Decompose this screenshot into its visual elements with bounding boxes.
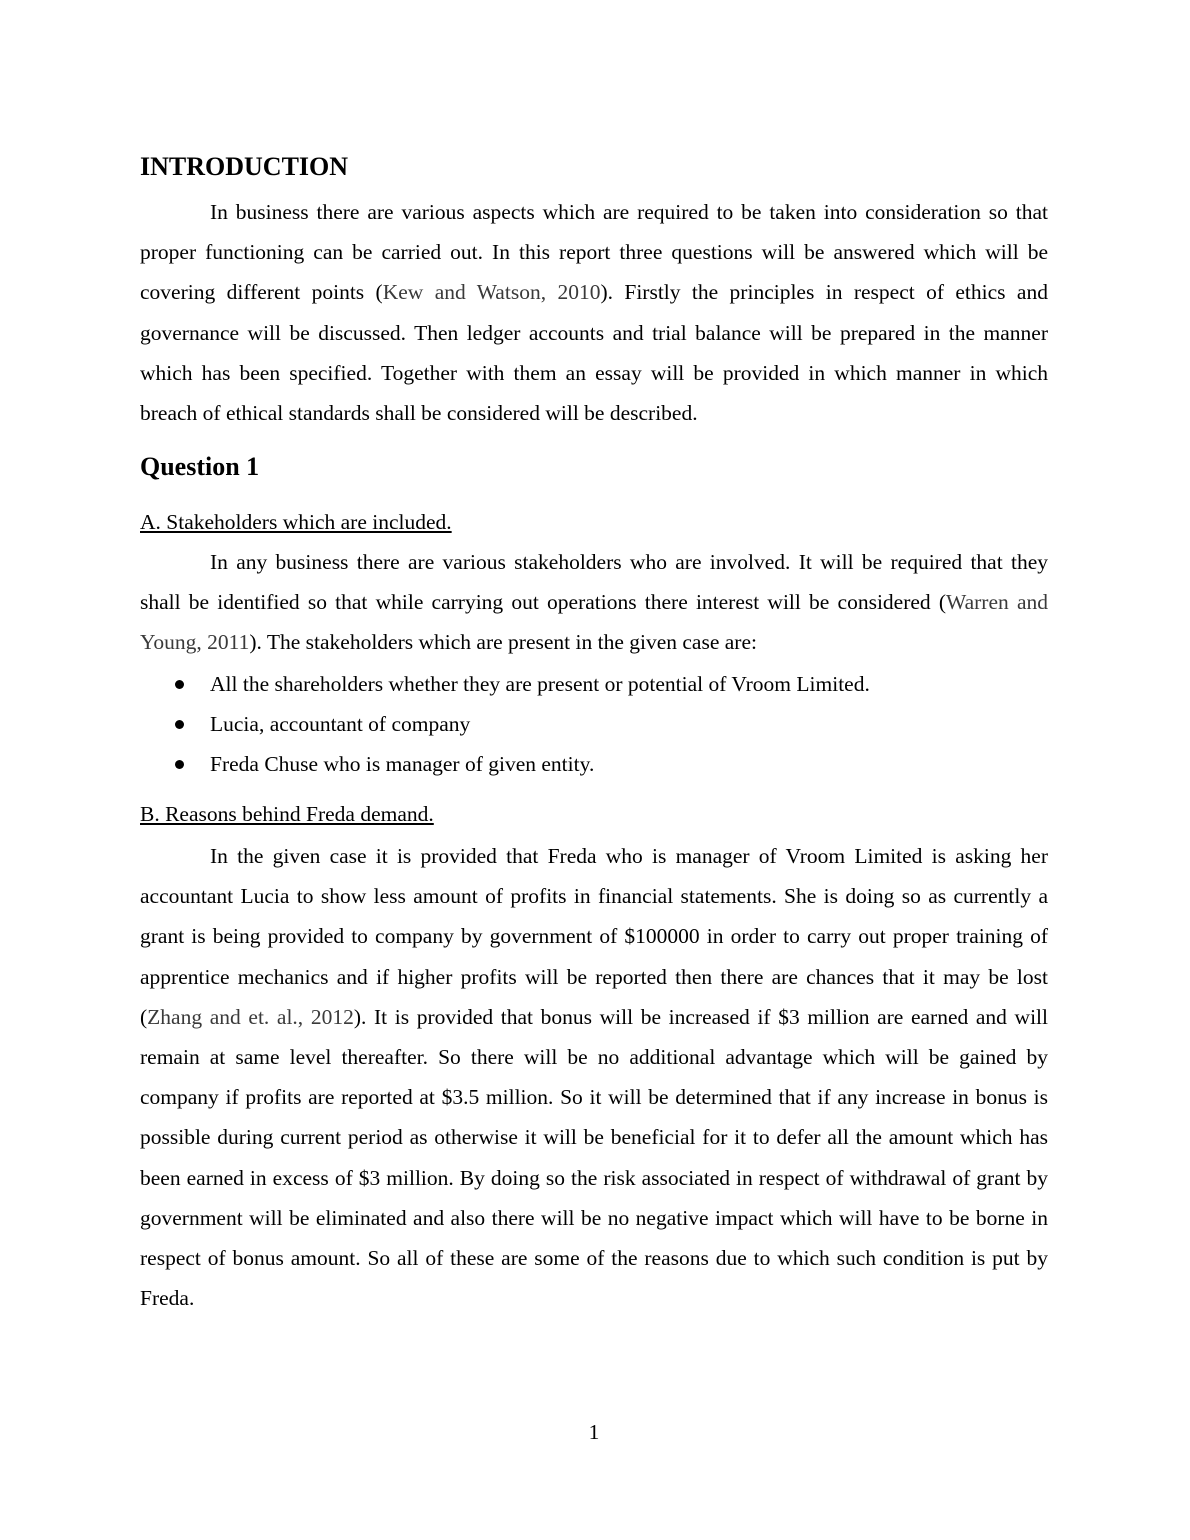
document-page bbox=[140, 0, 1048, 1540]
section-b-paragraph bbox=[140, 836, 1048, 1318]
introduction-text-end: ). Firstly the principles in respect of ethics and governance will be discussed. Then ledger accounts and trial balance will be prepared in the manner which has been specified. Together with them an essay will be provided in which manner in which breach of ethical standards shall be considered will be described. bbox=[140, 280, 1048, 426]
section-a-title: A. Stakeholders which are included. bbox=[140, 510, 452, 534]
list-item bbox=[140, 704, 1048, 744]
section-b-citation: Zhang and et. al., 2012 bbox=[147, 1004, 354, 1029]
bullet-icon bbox=[175, 680, 184, 689]
introduction-heading: INTRODUCTION bbox=[140, 152, 349, 181]
section-b-text-end: ). It is provided that bonus will be increased if $3 million are earned and will remain at same level thereafter. So there will be no additional advantage which will be gained by company if profits are reported at $3.5 million. So it will be determined that if any increase in bonus is possible during current period as otherwise it will be beneficial for it to defer all the amount which has been earned in excess of $3 million. By doing so the risk associated in respect of withdrawal of grant by government will be eliminated and also there will be no negative impact which will have to be borne in respect of bonus amount. So all of these are some of the reasons due to which such condition is put by Freda. bbox=[140, 1004, 1048, 1311]
bullet-icon bbox=[175, 720, 184, 729]
page-number: 1 bbox=[588, 1420, 600, 1444]
stakeholder-freda: Freda Chuse who is manager of given entity. bbox=[210, 752, 595, 776]
section-b-title: B. Reasons behind Freda demand. bbox=[140, 802, 434, 826]
stakeholder-shareholders: All the shareholders whether they are present or potential of Vroom Limited. bbox=[210, 672, 870, 696]
section-a-citation: Warren and Young, 2011 bbox=[140, 590, 1048, 655]
introduction-citation: Kew and Watson, 2010 bbox=[382, 280, 601, 305]
list-item bbox=[140, 664, 1048, 704]
introduction-paragraph bbox=[140, 192, 1048, 433]
section-a-paragraph bbox=[140, 542, 1048, 663]
section-a-text-start: In any business there are various stakeholders who are involved. It will be required that they shall be identified so that while carrying out operations there interest will be considered ( bbox=[140, 550, 1048, 615]
section-b-text-start: In the given case it is provided that Freda who is manager of Vroom Limited is asking her accountant Lucia to show less amount of profits in financial statements. She is doing so as currently a grant is being provided to company by government of $100000 in order to carry out proper training of apprentice mechanics and if higher profits will be reported then there are chances that it may be lost ( bbox=[140, 844, 1048, 1029]
introduction-text-start: In business there are various aspects which are required to be taken into consideration so that proper functioning can be carried out. In this report three questions will be answered which will be covering different points ( bbox=[140, 200, 1048, 305]
section-a-text-end: ). The stakeholders which are present in the given case are: bbox=[249, 630, 757, 655]
bullet-icon bbox=[175, 760, 184, 769]
stakeholder-list bbox=[140, 664, 1048, 784]
stakeholder-lucia: Lucia, accountant of company bbox=[210, 712, 471, 736]
question-1-heading: Question 1 bbox=[140, 452, 260, 481]
list-item bbox=[140, 744, 1048, 784]
